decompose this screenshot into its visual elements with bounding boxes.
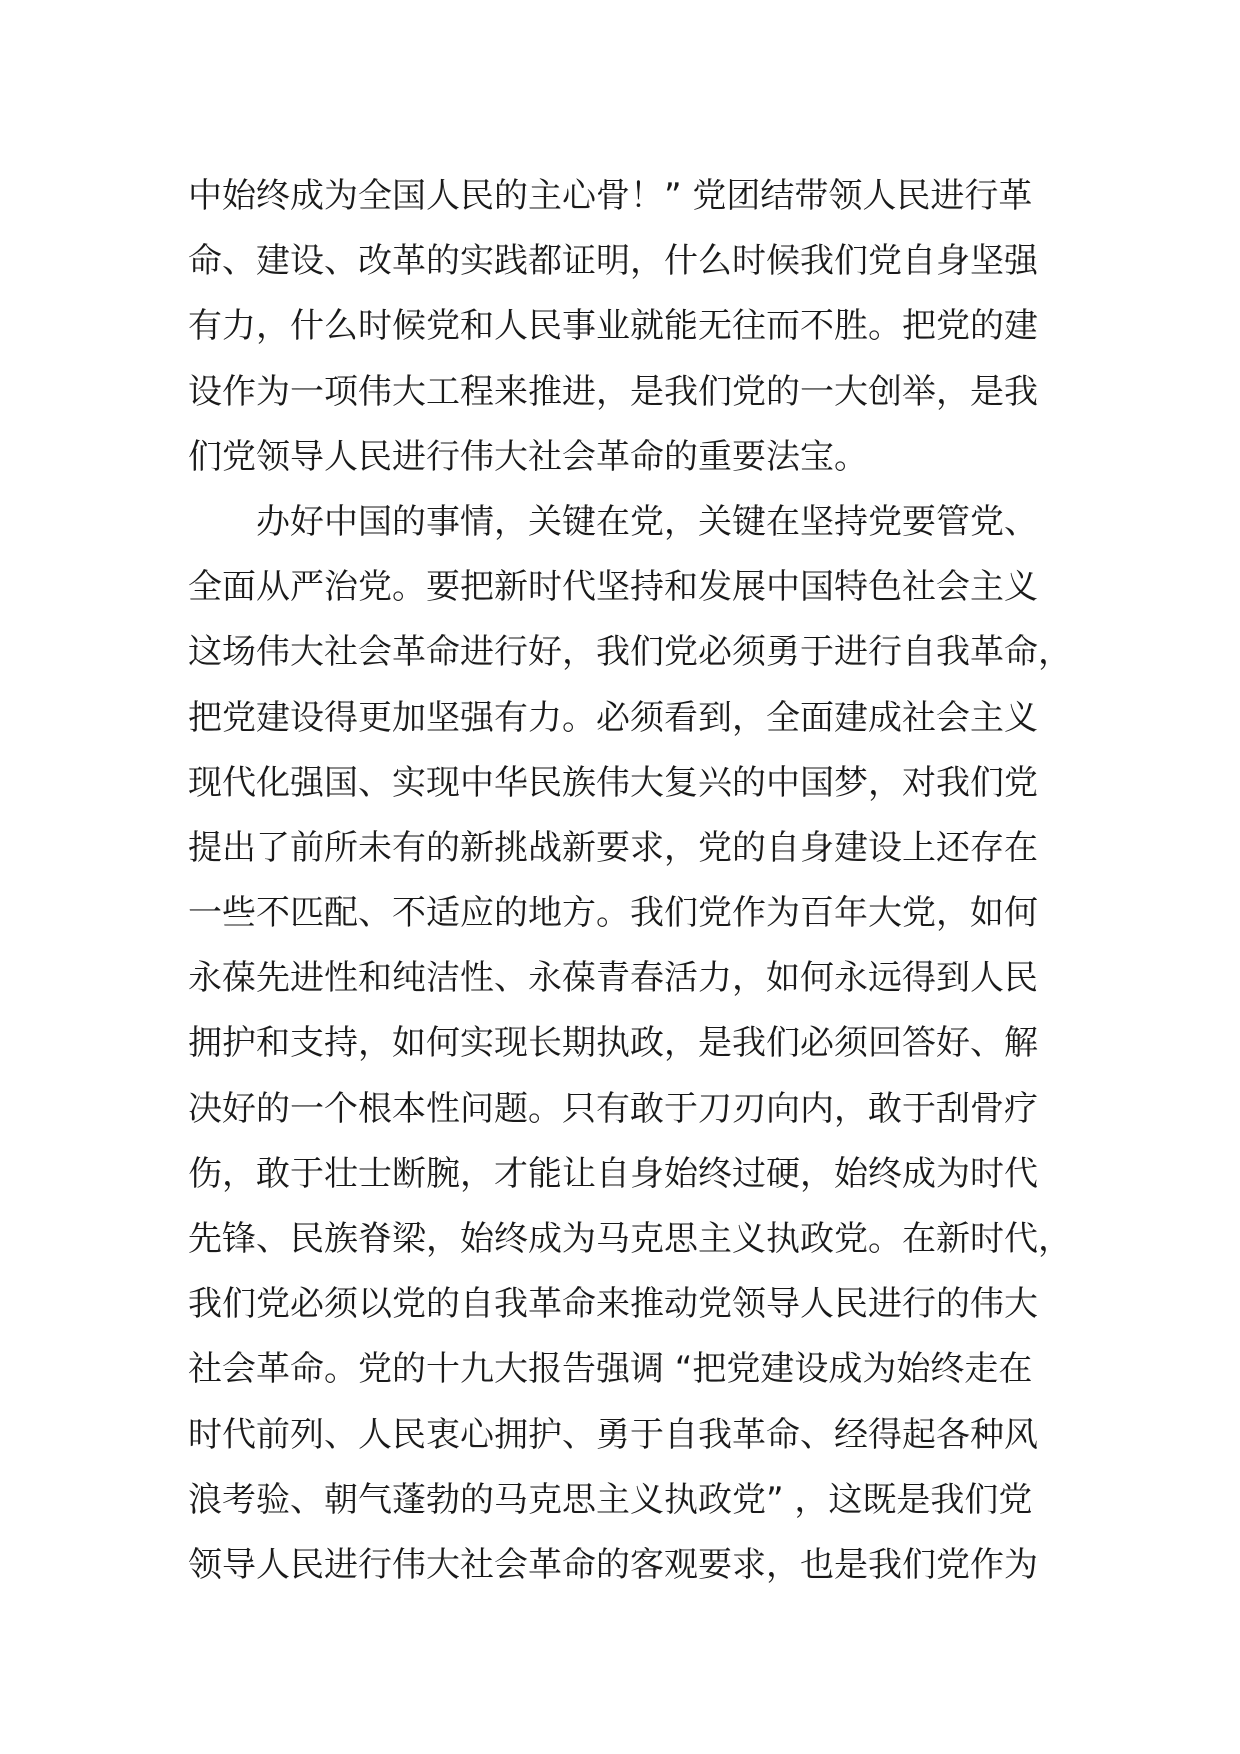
text-line: 拥护和支持，如何实现长期执政，是我们必须回答好、解: [188, 1023, 1038, 1064]
text-line: 们党领导人民进行伟大社会革命的重要法宝。: [188, 436, 868, 477]
text-line: 有力，什么时候党和人民事业就能无往而不胜。把党的建: [188, 306, 1038, 347]
text-line: 现代化强国、实现中华民族伟大复兴的中国梦，对我们党: [188, 762, 1038, 803]
text-line: 中始终成为全国人民的主心骨！” 党团结带领人民进行革: [188, 176, 1033, 216]
text-line: 时代前列、人民衷心拥护、勇于自我革命、经得起各种风: [188, 1414, 1038, 1455]
text-line: 这场伟大社会革命进行好，我们党必须勇于进行自我革命，: [188, 632, 1072, 673]
text-line: 先锋、民族脊梁，始终成为马克思主义执政党。在新时代，: [188, 1219, 1072, 1259]
text-line: 一些不匹配、不适应的地方。我们党作为百年大党，如何: [188, 893, 1038, 934]
text-line: 把党建设得更加坚强有力。必须看到，全面建成社会主义: [188, 697, 1038, 738]
text-line: 命、建设、改革的实践都证明，什么时候我们党自身坚强: [188, 241, 1038, 282]
text-line: 设作为一项伟大工程来推进，是我们党的一大创举，是我: [188, 371, 1038, 412]
body-text: [188, 164, 1088, 1598]
text-line: 伤，敢于壮士断腕，才能让自身始终过硬，始终成为时代: [188, 1153, 1038, 1194]
text-line: 社会革命。党的十九大报告强调 “把党建设成为始终走在: [188, 1349, 1033, 1390]
text-line: 决好的一个根本性问题。只有敢于刀刃向内，敢于刮骨疗: [188, 1088, 1038, 1129]
text-line: 领导人民进行伟大社会革命的客观要求，也是我们党作为: [188, 1544, 1038, 1585]
text-line: 浪考验、朝气蓬勃的马克思主义执政党” ，这既是我们党: [188, 1479, 1033, 1520]
text-line: 永葆先进性和纯洁性、永葆青春活力，如何永远得到人民: [188, 958, 1038, 999]
text-line: 我们党必须以党的自我革命来推动党领导人民进行的伟大: [188, 1284, 1038, 1325]
text-line: 提出了前所未有的新挑战新要求，党的自身建设上还存在: [188, 827, 1038, 868]
text-line: 办好中国的事情，关键在党，关键在坚持党要管党、: [188, 501, 1038, 542]
text-line: 全面从严治党。要把新时代坚持和发展中国特色社会主义: [188, 567, 1038, 608]
